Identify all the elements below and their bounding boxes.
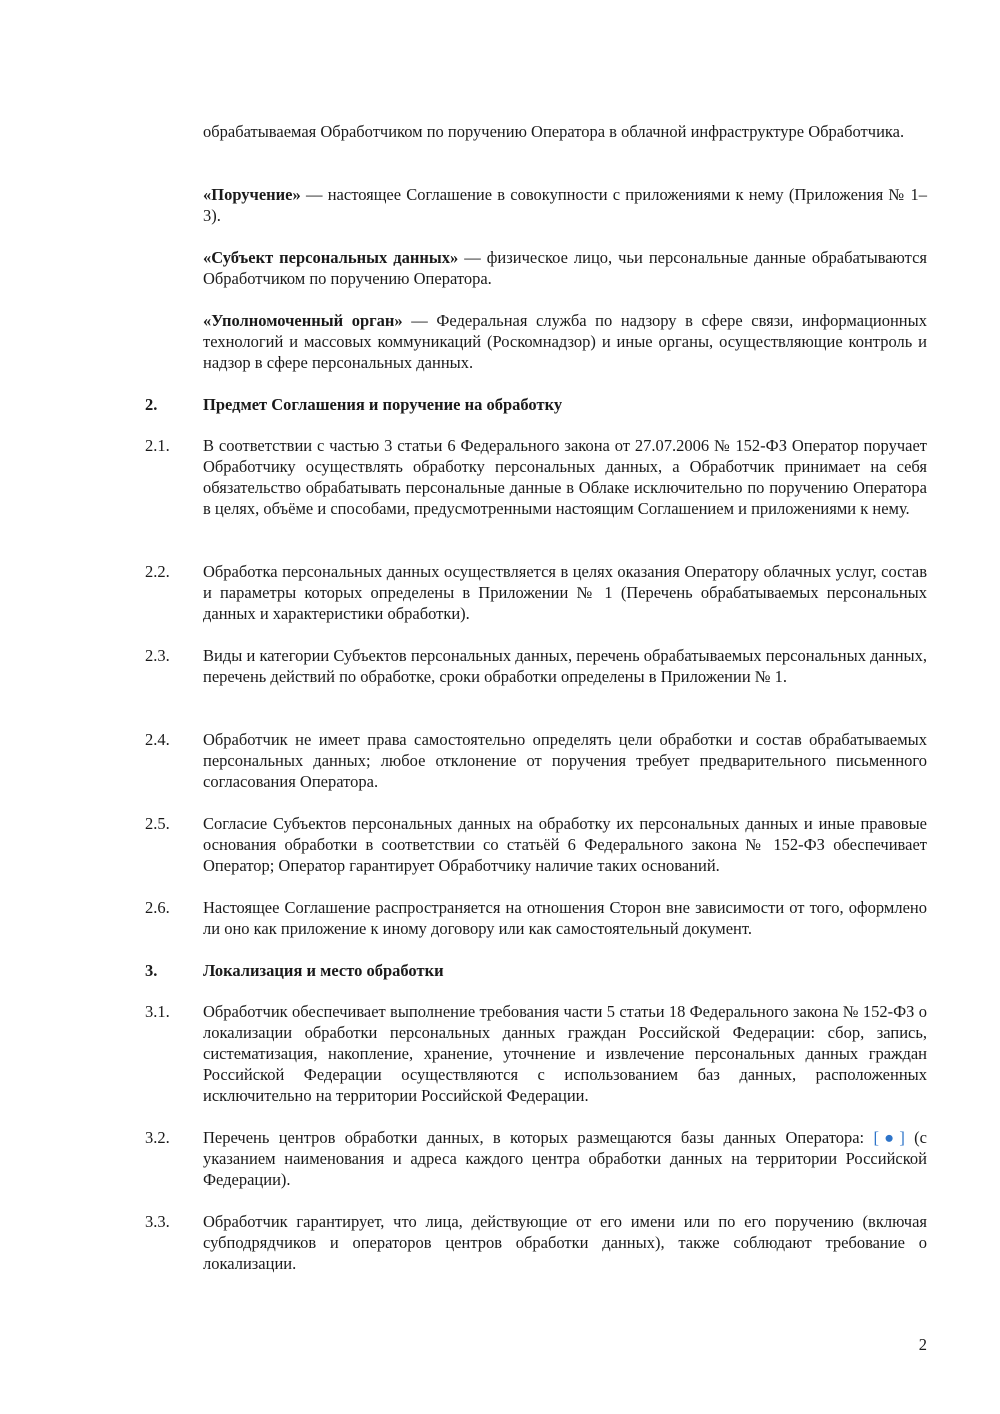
clause-2-4: Обработчик не имеет права самостоятельно определять цели обработки и состав обрабатываемых персональных данных; любое отклонение от поручения требует предварительного письменного согласования Оператора. [203, 730, 927, 791]
clause-number: 2.1. [145, 436, 170, 455]
clause-number: 2.4. [145, 730, 170, 749]
clause-number: 2.5. [145, 814, 170, 833]
definition-text: — настоящее Соглашение в совокупности с приложениями к нему (Приложения № 1–3). [203, 185, 927, 225]
clause-text: (с указанием наименования и адреса каждого центра обработки данных на территории Российской Федерации). [203, 1128, 927, 1189]
section-3-number: 3. [145, 961, 158, 980]
definition-subject [203, 247, 927, 289]
clause-number: 2.3. [145, 646, 170, 665]
clause-2-6: Настоящее Соглашение распространяется на отношения Сторон вне зависимости от того, оформлено ли оно как приложение к иному договору или как самостоятельный документ. [203, 898, 927, 938]
clause-number: 3.2. [145, 1128, 170, 1147]
clause-2-3: Виды и категории Субъектов персональных данных, перечень обрабатываемых персональных данных, перечень действий по обработке, сроки обработки определены в Приложении № 1. [203, 646, 927, 686]
clause-number: 2.2. [145, 562, 170, 581]
clause-text: Перечень центров обработки данных, в которых размещаются базы данных Оператора: [203, 1128, 874, 1147]
section-2-title: Предмет Соглашения и поручение на обработку [203, 395, 563, 414]
definition-continuation: обрабатываемая Обработчиком по поручению Оператора в облачной инфраструктуре Обработчика. [203, 122, 905, 141]
section-3-title: Локализация и место обработки [203, 961, 444, 980]
definition-authority [203, 310, 927, 373]
section-2-number: 2. [145, 395, 158, 414]
definition-text: — физическое лицо, чьи персональные данные обрабатываются Обработчиком по поручению Оператора. [203, 248, 927, 288]
clause-2-5: Согласие Субъектов персональных данных на обработку их персональных данных и иные правовые основания обработки в соответствии со статьёй 6 Федерального закона № 152-ФЗ обеспечивает Оператор; Оператор гарантирует Обработчику наличие таких оснований. [203, 814, 927, 875]
definition-text: — Федеральная служба по надзору в сфере связи, информационных технологий и массовых коммуникаций (Роскомнадзор) и иные органы, осуществляющие контроль и надзор в сфере персональных данных. [203, 311, 927, 372]
clause-number: 2.6. [145, 898, 170, 917]
clause-2-1: В соответствии с частью 3 статьи 6 Федерального закона от 27.07.2006 № 152-ФЗ Оператор поручает Обработчику осуществлять обработку персональных данных, а Обработчик принимает на себя обязательство обрабатывать персональные данные в Облаке исключительно по поручению Оператора в целях, объёме и способами, предусмотренными настоящим Соглашением и приложениями к нему. [203, 436, 927, 518]
definition-poruchenie [203, 184, 927, 226]
clause-number: 3.3. [145, 1212, 170, 1231]
clause-3-2 [203, 1127, 927, 1190]
clause-3-1: Обработчик обеспечивает выполнение требования части 5 статьи 18 Федерального закона № 152-ФЗ о локализации обработки персональных данных граждан Российской Федерации: сбор, запись, систематизация, накопление, хранение, уточнение и извлечение персональных данных граждан Российской Федерации осуществляются с использованием баз данных, расположенных исключительно на территории Российской Федерации. [203, 1002, 927, 1105]
clause-3-3: Обработчик гарантирует, что лица, действующие от его имени или по его поручению (включая субподрядчиков и операторов центров обработки данных), также соблюдают требование о локализации. [203, 1212, 927, 1273]
placeholder-marker[interactable]: [●] [873, 1128, 905, 1147]
definition-term: «Уполномоченный орган» [203, 311, 403, 330]
clause-number: 3.1. [145, 1002, 170, 1021]
clause-2-2: Обработка персональных данных осуществляется в целях оказания Оператору облачных услуг, состав и параметры которых определены в Приложении № 1 (Перечень обрабатываемых персональных данных и характеристики обработки). [203, 562, 927, 623]
page-number: 2 [918, 1335, 927, 1354]
definition-term: «Поручение» [203, 185, 301, 204]
definition-term: «Субъект персональных данных» [203, 248, 459, 267]
